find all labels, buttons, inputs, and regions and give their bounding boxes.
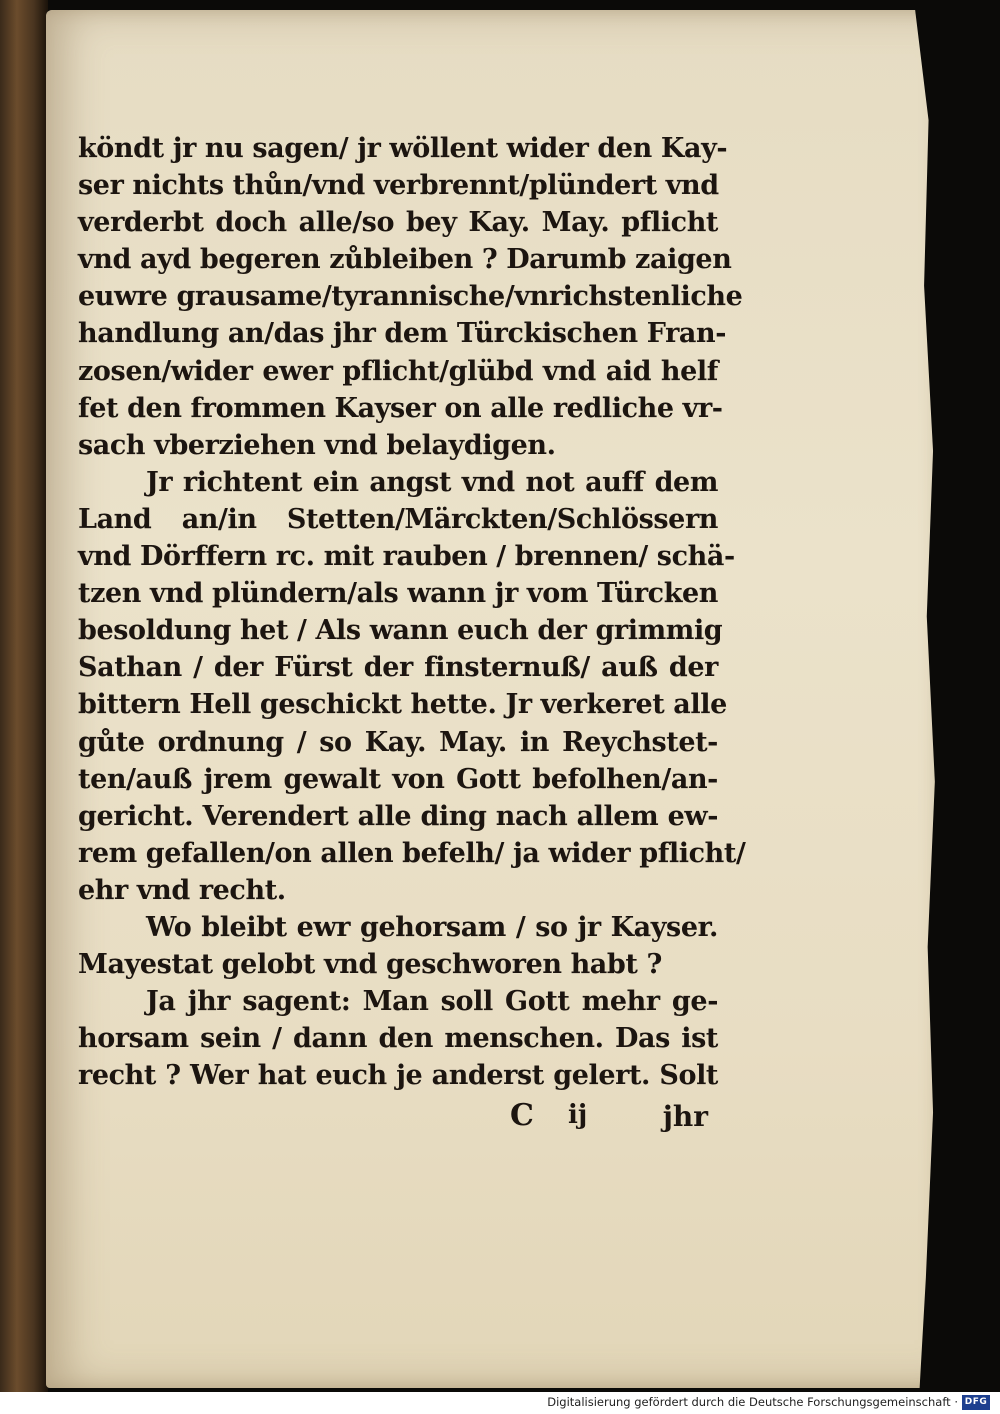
- funding-credit: Digitalisierung gefördert durch die Deutsche Forschungsgemeinschaft ·: [547, 1395, 958, 1409]
- text-line: recht ? Wer hat euch je anderst gelert. Solt: [78, 1060, 718, 1092]
- text-line: Mayestat gelobt vnd geschworen habt ?: [78, 949, 662, 981]
- text-line: gůte ordnung / so Kay. May. in Reychstet-: [78, 726, 718, 758]
- book-binding-edge: [0, 0, 48, 1392]
- text-line: tzen vnd plündern/als wann jr vom Türcken: [78, 578, 719, 610]
- text-line: horsam sein / dann den menschen. Das ist: [78, 1023, 718, 1055]
- text-line: vnd Dörffern rc. mit rauben / brennen/ schä-: [78, 541, 735, 573]
- text-line: ehr vnd recht.: [78, 874, 286, 906]
- text-line: köndt jr nu sagen/ jr wöllent wider den Kay-: [78, 133, 728, 164]
- text-line: Wo bleibt ewr gehorsam / so jr Kayser.: [146, 911, 718, 943]
- text-line: rem gefallen/on allen befelh/ ja wider pflicht/: [78, 837, 746, 869]
- text-line: bittern Hell geschickt hette. Jr verkeret alle: [78, 689, 727, 721]
- text-block: [78, 130, 746, 1094]
- text-line: zosen/wider ewer pflicht/glübd vnd aid helf: [78, 355, 718, 387]
- text-line: Jr richtent ein angst vnd not auff dem: [146, 466, 718, 498]
- signature-mark: C: [510, 1098, 534, 1133]
- signature-number: ij: [568, 1100, 588, 1130]
- text-line: Ja jhr sagent: Man soll Gott mehr ge-: [146, 986, 718, 1018]
- text-line: gericht. Verendert alle ding nach allem ew-: [78, 800, 718, 832]
- digitization-footer: [0, 1392, 1000, 1414]
- text-line: Land an/in Stetten/Märckten/Schlössern: [78, 503, 718, 535]
- text-line: Sathan / der Fürst der finsternuß/ auß der: [78, 652, 718, 684]
- dfg-logo: DFG: [962, 1395, 990, 1410]
- text-line: vnd ayd begeren zůbleiben ? Darumb zaigen: [78, 244, 732, 276]
- text-line: fet den frommen Kayser on alle redliche vr-: [78, 392, 723, 424]
- text-line: verderbt doch alle/so bey Kay. May. pflicht: [78, 207, 718, 239]
- text-line: sach vberziehen vnd belaydigen.: [78, 429, 556, 461]
- text-line: besoldung het / Als wann euch der grimmig: [78, 615, 723, 647]
- catchword: jhr: [662, 1100, 708, 1133]
- text-line: handlung an/das jhr dem Türckischen Fran-: [78, 318, 727, 350]
- text-line: ser nichts thůn/vnd verbrennt/plündert vnd: [78, 170, 719, 202]
- text-line: ten/auß jrem gewalt von Gott befolhen/an-: [78, 763, 718, 795]
- text-line: euwre grausame/tyrannische/vnrichstenliche: [78, 281, 743, 313]
- page-signature-row: [78, 1098, 718, 1138]
